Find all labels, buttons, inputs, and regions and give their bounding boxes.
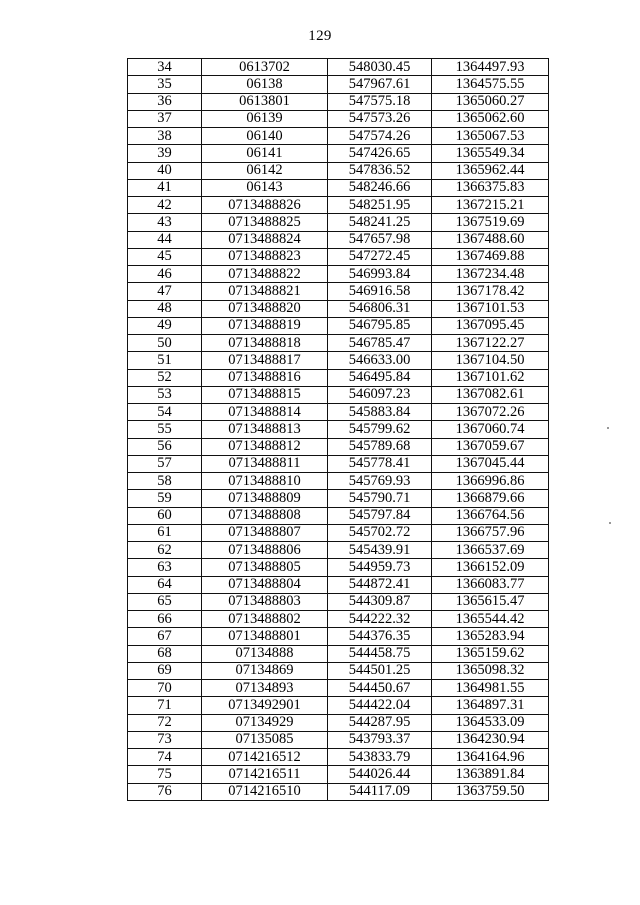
y-coordinate-cell: 1367060.74: [432, 421, 549, 438]
y-coordinate-cell: 1367045.44: [432, 455, 549, 472]
row-number-cell: 55: [128, 421, 202, 438]
row-number-cell: 44: [128, 231, 202, 248]
table-row: [128, 197, 549, 214]
x-coordinate-cell: 546633.00: [328, 352, 432, 369]
x-coordinate-cell: 545799.62: [328, 421, 432, 438]
x-coordinate-cell: 545883.84: [328, 404, 432, 421]
row-number-cell: 61: [128, 524, 202, 541]
y-coordinate-cell: 1365544.42: [432, 611, 549, 628]
y-coordinate-cell: 1367488.60: [432, 231, 549, 248]
table-row: [128, 93, 549, 110]
point-id-cell: 0713488806: [202, 542, 328, 559]
point-id-cell: 0713488822: [202, 266, 328, 283]
point-id-cell: 0713488816: [202, 369, 328, 386]
x-coordinate-cell: 544376.35: [328, 628, 432, 645]
x-coordinate-cell: 544872.41: [328, 576, 432, 593]
point-id-cell: 0713488805: [202, 559, 328, 576]
row-number-cell: 72: [128, 714, 202, 731]
y-coordinate-cell: 1367101.53: [432, 300, 549, 317]
x-coordinate-cell: 545789.68: [328, 438, 432, 455]
y-coordinate-cell: 1365067.53: [432, 128, 549, 145]
row-number-cell: 59: [128, 490, 202, 507]
x-coordinate-cell: 546785.47: [328, 335, 432, 352]
row-number-cell: 60: [128, 507, 202, 524]
row-number-cell: 37: [128, 110, 202, 127]
point-id-cell: 07135085: [202, 731, 328, 748]
point-id-cell: 07134888: [202, 645, 328, 662]
x-coordinate-cell: 547573.26: [328, 110, 432, 127]
x-coordinate-cell: 546097.23: [328, 386, 432, 403]
table-row: [128, 266, 549, 283]
x-coordinate-cell: 546993.84: [328, 266, 432, 283]
y-coordinate-cell: 1364981.55: [432, 680, 549, 697]
y-coordinate-cell: 1364164.96: [432, 749, 549, 766]
row-number-cell: 63: [128, 559, 202, 576]
coordinates-table: [127, 58, 549, 801]
table-row: [128, 317, 549, 334]
table-row: [128, 352, 549, 369]
point-id-cell: 0714216511: [202, 766, 328, 783]
row-number-cell: 38: [128, 128, 202, 145]
row-number-cell: 56: [128, 438, 202, 455]
row-number-cell: 47: [128, 283, 202, 300]
table-row: [128, 731, 549, 748]
table-row: [128, 542, 549, 559]
row-number-cell: 48: [128, 300, 202, 317]
point-id-cell: 0713488817: [202, 352, 328, 369]
y-coordinate-cell: 1365060.27: [432, 93, 549, 110]
x-coordinate-cell: 545439.91: [328, 542, 432, 559]
row-number-cell: 76: [128, 783, 202, 800]
page-number: 129: [308, 28, 332, 44]
table-row: [128, 438, 549, 455]
y-coordinate-cell: 1366537.69: [432, 542, 549, 559]
table-row: [128, 611, 549, 628]
table-row: [128, 507, 549, 524]
x-coordinate-cell: 547574.26: [328, 128, 432, 145]
point-id-cell: 07134893: [202, 680, 328, 697]
table-row: [128, 645, 549, 662]
x-coordinate-cell: 544458.75: [328, 645, 432, 662]
point-id-cell: 06143: [202, 179, 328, 196]
y-coordinate-cell: 1365615.47: [432, 593, 549, 610]
x-coordinate-cell: 544026.44: [328, 766, 432, 783]
x-coordinate-cell: 547836.52: [328, 162, 432, 179]
y-coordinate-cell: 1367082.61: [432, 386, 549, 403]
table-row: [128, 524, 549, 541]
table-row: [128, 300, 549, 317]
table-row: [128, 128, 549, 145]
y-coordinate-cell: 1366764.56: [432, 507, 549, 524]
point-id-cell: 0713488815: [202, 386, 328, 403]
scan-speck: [609, 522, 611, 524]
table-row: [128, 76, 549, 93]
y-coordinate-cell: 1367104.50: [432, 352, 549, 369]
x-coordinate-cell: 544222.32: [328, 611, 432, 628]
table-row: [128, 576, 549, 593]
y-coordinate-cell: 1365159.62: [432, 645, 549, 662]
y-coordinate-cell: 1363759.50: [432, 783, 549, 800]
x-coordinate-cell: 546806.31: [328, 300, 432, 317]
table-row: [128, 248, 549, 265]
y-coordinate-cell: 1366757.96: [432, 524, 549, 541]
point-id-cell: 07134929: [202, 714, 328, 731]
table-row: [128, 231, 549, 248]
row-number-cell: 49: [128, 317, 202, 334]
point-id-cell: 0713488810: [202, 473, 328, 490]
table-row: [128, 490, 549, 507]
point-id-cell: 0713488803: [202, 593, 328, 610]
row-number-cell: 75: [128, 766, 202, 783]
row-number-cell: 42: [128, 197, 202, 214]
x-coordinate-cell: 543833.79: [328, 749, 432, 766]
y-coordinate-cell: 1367095.45: [432, 317, 549, 334]
x-coordinate-cell: 545702.72: [328, 524, 432, 541]
x-coordinate-cell: 546916.58: [328, 283, 432, 300]
point-id-cell: 0713488808: [202, 507, 328, 524]
point-id-cell: 0713488811: [202, 455, 328, 472]
row-number-cell: 68: [128, 645, 202, 662]
table-row: [128, 59, 549, 76]
point-id-cell: 06142: [202, 162, 328, 179]
point-id-cell: 06139: [202, 110, 328, 127]
y-coordinate-cell: 1366996.86: [432, 473, 549, 490]
y-coordinate-cell: 1367072.26: [432, 404, 549, 421]
point-id-cell: 0713488813: [202, 421, 328, 438]
table-row: [128, 386, 549, 403]
point-id-cell: 0713488809: [202, 490, 328, 507]
y-coordinate-cell: 1364897.31: [432, 697, 549, 714]
table-row: [128, 404, 549, 421]
point-id-cell: 0713488825: [202, 214, 328, 231]
x-coordinate-cell: 544501.25: [328, 662, 432, 679]
point-id-cell: 0713488804: [202, 576, 328, 593]
x-coordinate-cell: 548251.95: [328, 197, 432, 214]
y-coordinate-cell: 1364497.93: [432, 59, 549, 76]
point-id-cell: 0713492901: [202, 697, 328, 714]
table-row: [128, 680, 549, 697]
point-id-cell: 0713488819: [202, 317, 328, 334]
y-coordinate-cell: 1364533.09: [432, 714, 549, 731]
point-id-cell: 0713488824: [202, 231, 328, 248]
point-id-cell: 0714216510: [202, 783, 328, 800]
row-number-cell: 62: [128, 542, 202, 559]
point-id-cell: 0713488823: [202, 248, 328, 265]
row-number-cell: 65: [128, 593, 202, 610]
row-number-cell: 70: [128, 680, 202, 697]
y-coordinate-cell: 1367234.48: [432, 266, 549, 283]
table-row: [128, 766, 549, 783]
y-coordinate-cell: 1367059.67: [432, 438, 549, 455]
x-coordinate-cell: 547272.45: [328, 248, 432, 265]
row-number-cell: 73: [128, 731, 202, 748]
x-coordinate-cell: 544287.95: [328, 714, 432, 731]
point-id-cell: 07134869: [202, 662, 328, 679]
row-number-cell: 66: [128, 611, 202, 628]
point-id-cell: 0714216512: [202, 749, 328, 766]
x-coordinate-cell: 548030.45: [328, 59, 432, 76]
row-number-cell: 39: [128, 145, 202, 162]
row-number-cell: 54: [128, 404, 202, 421]
x-coordinate-cell: 544422.04: [328, 697, 432, 714]
x-coordinate-cell: 543793.37: [328, 731, 432, 748]
y-coordinate-cell: 1366375.83: [432, 179, 549, 196]
table-row: [128, 559, 549, 576]
row-number-cell: 34: [128, 59, 202, 76]
table-row: [128, 697, 549, 714]
point-id-cell: 0713488826: [202, 197, 328, 214]
y-coordinate-cell: 1365283.94: [432, 628, 549, 645]
coordinates-table-body: [128, 59, 549, 801]
table-row: [128, 369, 549, 386]
table-row: [128, 662, 549, 679]
table-row: [128, 214, 549, 231]
y-coordinate-cell: 1365062.60: [432, 110, 549, 127]
y-coordinate-cell: 1367122.27: [432, 335, 549, 352]
point-id-cell: 0713488812: [202, 438, 328, 455]
x-coordinate-cell: 548241.25: [328, 214, 432, 231]
y-coordinate-cell: 1367101.62: [432, 369, 549, 386]
point-id-cell: 06140: [202, 128, 328, 145]
y-coordinate-cell: 1364575.55: [432, 76, 549, 93]
y-coordinate-cell: 1366879.66: [432, 490, 549, 507]
point-id-cell: 0713488807: [202, 524, 328, 541]
point-id-cell: 06141: [202, 145, 328, 162]
point-id-cell: 0713488801: [202, 628, 328, 645]
row-number-cell: 51: [128, 352, 202, 369]
point-id-cell: 06138: [202, 76, 328, 93]
point-id-cell: 0713488821: [202, 283, 328, 300]
row-number-cell: 41: [128, 179, 202, 196]
x-coordinate-cell: 544309.87: [328, 593, 432, 610]
point-id-cell: 0713488818: [202, 335, 328, 352]
point-id-cell: 0713488814: [202, 404, 328, 421]
row-number-cell: 50: [128, 335, 202, 352]
row-number-cell: 40: [128, 162, 202, 179]
y-coordinate-cell: 1364230.94: [432, 731, 549, 748]
table-row: [128, 283, 549, 300]
row-number-cell: 52: [128, 369, 202, 386]
x-coordinate-cell: 545769.93: [328, 473, 432, 490]
y-coordinate-cell: 1366152.09: [432, 559, 549, 576]
table-row: [128, 179, 549, 196]
table-row: [128, 110, 549, 127]
y-coordinate-cell: 1365098.32: [432, 662, 549, 679]
table-row: [128, 421, 549, 438]
table-row: [128, 455, 549, 472]
x-coordinate-cell: 546795.85: [328, 317, 432, 334]
table-row: [128, 714, 549, 731]
y-coordinate-cell: 1367469.88: [432, 248, 549, 265]
x-coordinate-cell: 547426.65: [328, 145, 432, 162]
y-coordinate-cell: 1365549.34: [432, 145, 549, 162]
x-coordinate-cell: 547575.18: [328, 93, 432, 110]
table-row: [128, 473, 549, 490]
y-coordinate-cell: 1366083.77: [432, 576, 549, 593]
x-coordinate-cell: 545797.84: [328, 507, 432, 524]
y-coordinate-cell: 1367519.69: [432, 214, 549, 231]
x-coordinate-cell: 547657.98: [328, 231, 432, 248]
row-number-cell: 35: [128, 76, 202, 93]
x-coordinate-cell: 544117.09: [328, 783, 432, 800]
row-number-cell: 58: [128, 473, 202, 490]
scan-speck: [607, 427, 609, 429]
x-coordinate-cell: 544959.73: [328, 559, 432, 576]
y-coordinate-cell: 1365962.44: [432, 162, 549, 179]
row-number-cell: 36: [128, 93, 202, 110]
point-id-cell: 0613702: [202, 59, 328, 76]
point-id-cell: 0613801: [202, 93, 328, 110]
row-number-cell: 53: [128, 386, 202, 403]
row-number-cell: 67: [128, 628, 202, 645]
x-coordinate-cell: 546495.84: [328, 369, 432, 386]
row-number-cell: 69: [128, 662, 202, 679]
row-number-cell: 43: [128, 214, 202, 231]
table-row: [128, 162, 549, 179]
x-coordinate-cell: 548246.66: [328, 179, 432, 196]
y-coordinate-cell: 1367178.42: [432, 283, 549, 300]
y-coordinate-cell: 1367215.21: [432, 197, 549, 214]
row-number-cell: 57: [128, 455, 202, 472]
table-row: [128, 783, 549, 800]
point-id-cell: 0713488802: [202, 611, 328, 628]
point-id-cell: 0713488820: [202, 300, 328, 317]
table-row: [128, 335, 549, 352]
table-row: [128, 593, 549, 610]
row-number-cell: 74: [128, 749, 202, 766]
row-number-cell: 46: [128, 266, 202, 283]
table-row: [128, 628, 549, 645]
table-row: [128, 749, 549, 766]
row-number-cell: 71: [128, 697, 202, 714]
x-coordinate-cell: 545790.71: [328, 490, 432, 507]
row-number-cell: 64: [128, 576, 202, 593]
table-row: [128, 145, 549, 162]
y-coordinate-cell: 1363891.84: [432, 766, 549, 783]
x-coordinate-cell: 547967.61: [328, 76, 432, 93]
x-coordinate-cell: 544450.67: [328, 680, 432, 697]
x-coordinate-cell: 545778.41: [328, 455, 432, 472]
row-number-cell: 45: [128, 248, 202, 265]
